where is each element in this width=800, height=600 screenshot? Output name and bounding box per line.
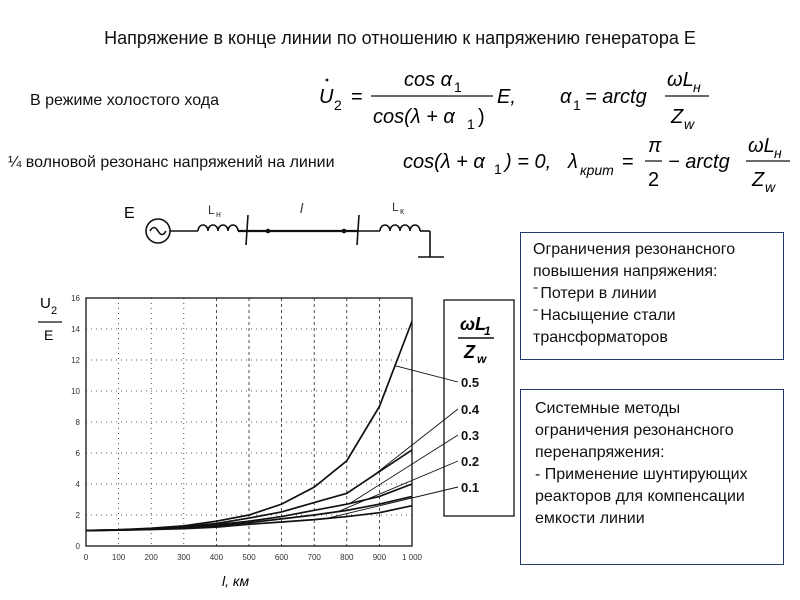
denominator-cos: cos(λ + α	[373, 106, 455, 128]
x-tick-label: 800	[340, 553, 354, 562]
alpha-denominator-sub: w	[684, 116, 695, 132]
legend-frac-num: ωL	[460, 314, 487, 334]
resonance-condition-sub: 1	[494, 161, 502, 177]
denominator-close: )	[478, 106, 485, 128]
gen-inductor-label: L	[208, 203, 215, 217]
x-tick-label: 700	[307, 553, 321, 562]
x-tick-label: 0	[83, 553, 89, 562]
methods-item: - Применение шунтирующих реакторов для компенсации емкости линии	[535, 466, 748, 527]
lambda-symbol: λ	[568, 151, 578, 173]
crit-equals: =	[622, 151, 634, 173]
alpha-denominator: Z	[671, 106, 684, 128]
y-tick-label: 12	[71, 356, 80, 365]
resonance-label: ¼ волновой резонанс напряжений на линии	[8, 154, 335, 171]
u2-subscript: 2	[334, 97, 342, 113]
x-tick-label: 100	[111, 553, 126, 562]
legend-frac-den-sub: w	[477, 352, 487, 366]
y-tick-label: 4	[75, 480, 80, 489]
y-axis-label-bottom: E	[44, 327, 54, 343]
generator-inductor	[198, 225, 238, 231]
y-tick-label: 10	[71, 387, 80, 396]
y-axis-label-top: U	[40, 295, 51, 312]
legend-frac-den: Z	[464, 342, 475, 362]
series-line	[86, 496, 412, 530]
limits-box	[520, 232, 784, 360]
denominator-sub: 1	[467, 116, 475, 132]
u2-symbol: U	[319, 86, 334, 108]
legend-leader-line	[350, 435, 458, 503]
numerator-sub: 1	[454, 79, 462, 95]
circuit-diagram	[118, 195, 458, 265]
x-tick-label: 300	[177, 553, 191, 562]
alpha-symbol: α	[560, 86, 572, 108]
y-axis-label-sub: 2	[51, 305, 58, 317]
chart-grid	[86, 298, 412, 546]
y-tick-label: 0	[75, 542, 80, 551]
formula-row-2	[400, 130, 795, 200]
x-tick-label: 1 000	[401, 553, 423, 562]
crit-denominator-sub: w	[765, 179, 776, 195]
methods-box	[520, 389, 784, 565]
alpha-arctg: = arctg	[585, 86, 647, 108]
resonance-condition: cos(λ + α	[403, 151, 485, 173]
legend-value-label: 0.1	[461, 480, 480, 495]
source-label: E	[124, 205, 135, 222]
y-tick-label: 8	[75, 418, 80, 427]
ac-wave-icon	[150, 228, 166, 235]
two-digit: 2	[648, 169, 660, 191]
legend-frac-num-sub: 1	[484, 324, 491, 338]
resonance-condition-tail: ) = 0,	[505, 151, 552, 173]
end-inductor-label: L	[392, 200, 399, 214]
x-tick-label: 200	[144, 553, 158, 562]
crit-arctg: − arctg	[668, 151, 730, 173]
gen-inductor-sub: н	[216, 209, 221, 219]
alpha-numerator: ωL	[667, 69, 694, 91]
x-tick-label: 900	[372, 553, 387, 562]
y-tick-label: 16	[71, 294, 80, 303]
crit-denominator: Z	[752, 169, 765, 191]
formula-row-1	[315, 60, 785, 135]
page-title: Напряжение в конце линии по отношению к напряжению генератора Е	[104, 28, 696, 48]
crit-numerator: ωL	[748, 135, 775, 157]
x-tick-label: 600	[274, 553, 289, 562]
pi-symbol: π	[648, 135, 662, 157]
end-inductor-sub: к	[400, 206, 404, 216]
legend-value-label: 0.3	[461, 428, 480, 443]
limits-heading: Ограничения резонансного повышения напряжения:	[533, 241, 736, 280]
line-length-label: l	[300, 200, 304, 216]
legend-value-label: 0.4	[461, 402, 480, 417]
limits-item: ˉ Насыщение стали трансформаторов	[533, 305, 771, 349]
methods-heading: Системные методы ограничения резонансного перенапряжения:	[535, 400, 734, 461]
resonance-chart	[0, 280, 520, 600]
x-axis-label: l, км	[222, 573, 250, 589]
equals-sign-1: =	[351, 86, 363, 108]
y-tick-label: 14	[71, 325, 80, 334]
crit-numerator-sub: н	[774, 145, 782, 161]
x-tick-label: 500	[242, 553, 256, 562]
x-tick-label: 400	[209, 553, 224, 562]
alpha-numerator-sub: н	[693, 79, 701, 95]
y-tick-label: 2	[75, 511, 80, 520]
alpha-sub: 1	[573, 97, 581, 113]
legend-value-label: 0.5	[461, 375, 480, 390]
dot-above-u	[326, 79, 329, 82]
end-inductor	[380, 225, 420, 231]
legend-value-label: 0.2	[461, 454, 480, 469]
e-factor: E,	[497, 86, 516, 108]
breaker-right	[357, 215, 359, 245]
no-load-label: В режиме холостого хода	[30, 92, 219, 109]
lambda-sub: крит	[580, 162, 614, 178]
breaker-left	[246, 215, 248, 245]
numerator-cos: cos α	[404, 69, 453, 91]
y-tick-label: 6	[75, 449, 80, 458]
limits-item: ˉ Потери в линии	[533, 283, 771, 305]
